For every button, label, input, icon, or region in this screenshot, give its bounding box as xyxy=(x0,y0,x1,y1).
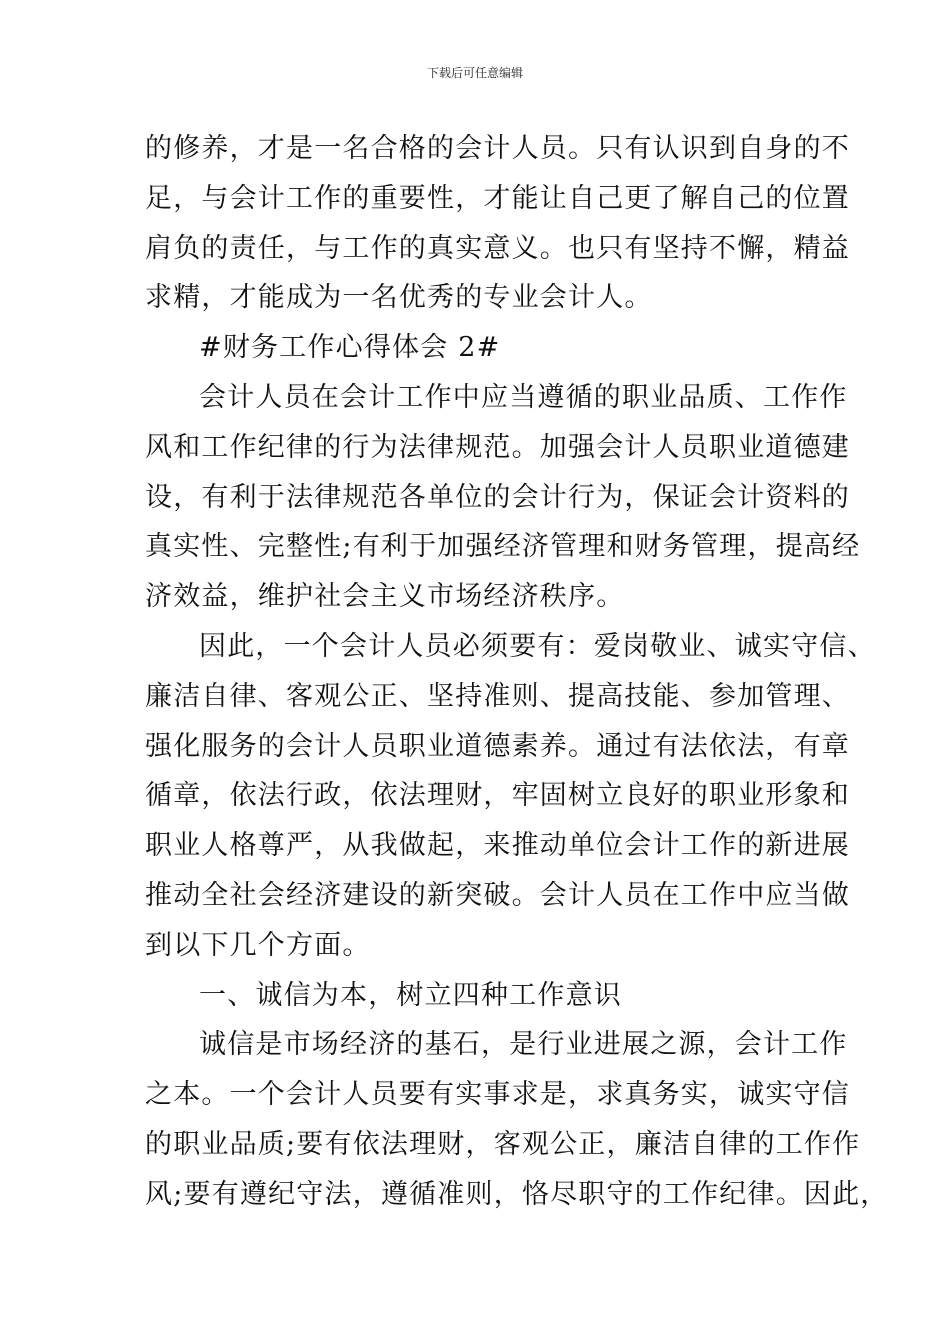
text-line: 风;要有遵纪守法，遵循准则，恪尽职守的工作纪律。因此， xyxy=(145,1178,889,1210)
text-line: 到以下几个方面。 xyxy=(145,929,371,961)
text-line: 诚信是市场经济的基石，是行业进展之源，会计工作 xyxy=(199,1029,848,1061)
header-note: 下载后可任意编辑 xyxy=(426,66,523,80)
text-line: 设，有利于法律规范各单位的会计行为，保证会计资料的 xyxy=(145,481,850,513)
section-heading: #财务工作心得体会 2# xyxy=(199,332,501,364)
body-text xyxy=(145,124,889,1220)
text-line: 推动全社会经济建设的新突破。会计人员在工作中应当做 xyxy=(145,879,850,911)
text-line: 风和工作纪律的行为法律规范。加强会计人员职业道德建 xyxy=(145,431,850,463)
text-line: 的职业品质;要有依法理财，客观公正，廉洁自律的工作作 xyxy=(145,1128,861,1160)
text-line: 的修养，才是一名合格的会计人员。只有认识到自身的不 xyxy=(145,133,850,164)
text-line: 廉洁自律、客观公正、坚持准则、提高技能、参加管理、 xyxy=(145,680,850,712)
text-line: 足，与会计工作的重要性，才能让自己更了解自己的位置 xyxy=(145,182,850,214)
text-line: 循章，依法行政，依法理财，牢固树立良好的职业形象和 xyxy=(145,780,850,812)
text-line: 职业人格尊严，从我做起，来推动单位会计工作的新进展 xyxy=(145,830,850,862)
section-heading: 一、诚信为本，树立四种工作意识 xyxy=(199,979,622,1011)
text-line: 真实性、完整性;有利于加强经济管理和财务管理，提高经 xyxy=(145,531,861,563)
text-line: 之本。一个会计人员要有实事求是，求真务实，诚实守信 xyxy=(145,1079,850,1111)
text-line: 求精，才能成为一名优秀的专业会计人。 xyxy=(145,282,653,314)
text-line: 强化服务的会计人员职业道德素养。通过有法依法，有章 xyxy=(145,730,850,762)
text-line: 因此，一个会计人员必须要有：爱岗敬业、诚实守信、 xyxy=(199,630,876,662)
text-line: 肩负的责任，与工作的真实意义。也只有坚持不懈，精益 xyxy=(145,232,850,264)
text-line: 济效益，维护社会主义市场经济秩序。 xyxy=(145,581,625,613)
text-line: 会计人员在会计工作中应当遵循的职业品质、工作作 xyxy=(199,381,848,413)
